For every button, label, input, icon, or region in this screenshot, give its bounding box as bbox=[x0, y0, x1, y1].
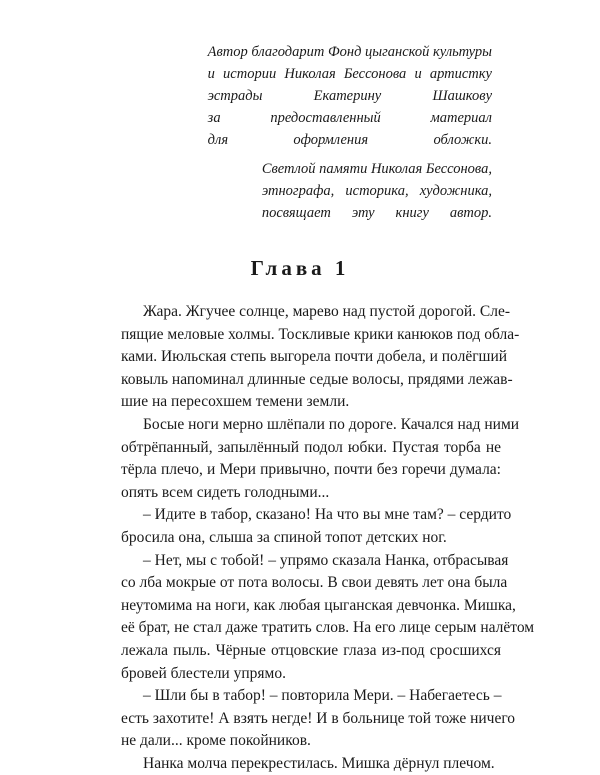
acknowledgment-line: и истории Николая Бессонова и артистку bbox=[207, 66, 492, 82]
acknowledgment-line: Автор благодарит Фонд цыганской культуры bbox=[207, 44, 492, 60]
acknowledgment-line: эстрады Екатерину Шашкову bbox=[207, 88, 492, 104]
text-line: опять всем сидеть голодными... bbox=[121, 483, 330, 501]
text-line: неутомима на ноги, как любая цыганская девчонка. Мишка, bbox=[121, 596, 516, 614]
text-line: её брат, не стал даже тратить слов. На его лице серым налётом bbox=[121, 619, 535, 637]
text-line: пящие меловые холмы. Тоскливые крики канюков под обла- bbox=[121, 325, 520, 343]
text-line: – Идите в табор, сказано! На что вы мне там? – сердито bbox=[143, 506, 512, 524]
dedication-line: этнографа, историка, художника, bbox=[261, 183, 492, 199]
chapter-title: Глава 1 bbox=[250, 256, 350, 280]
paragraph bbox=[121, 753, 501, 775]
text-line: ками. Июльская степь выгорела почти добела, и полёгший bbox=[121, 348, 508, 366]
dedication-line: Светлой памяти Николая Бессонова, bbox=[261, 161, 492, 177]
text-line: ковыль напоминал длинные седые волосы, прядями лежав- bbox=[121, 370, 513, 388]
paragraph bbox=[121, 550, 535, 686]
text-line: бросила она, слыша за спиной топот детских ног. bbox=[121, 528, 447, 546]
text-line: Босые ноги мерно шлёпали по дороге. Качался над ними bbox=[143, 415, 520, 433]
chapter-body bbox=[121, 301, 535, 775]
dedication-line: посвящает эту книгу автор. bbox=[261, 205, 492, 221]
text-line: со лба мокрые от пота волосы. В свои девять лет она была bbox=[121, 574, 508, 592]
text-line: шие на пересохшем темени земли. bbox=[121, 393, 350, 411]
text-line: тёрла плечо, и Мери привычно, почти без горечи думала: bbox=[121, 461, 501, 479]
paragraph bbox=[121, 414, 520, 504]
paragraph bbox=[121, 301, 520, 414]
acknowledgment-line: для оформления обложки. bbox=[207, 132, 492, 148]
text-line: обтрёпанный, запылённый подол юбки. Пустая торба не bbox=[121, 438, 501, 456]
acknowledgment-epigraph bbox=[208, 41, 492, 151]
text-line: Жара. Жгучее солнце, марево над пустой дорогой. Сле- bbox=[143, 303, 510, 320]
acknowledgment-line: за предоставленный материал bbox=[207, 110, 492, 126]
dedication-epigraph bbox=[262, 158, 492, 224]
text-line: Нанка молча перекрестилась. Мишка дёрнул плечом. bbox=[143, 754, 495, 772]
text-line: бровей блестели упрямо. bbox=[121, 664, 286, 682]
text-line: лежала пыль. Чёрные отцовские глаза из-под сросшихся bbox=[121, 641, 501, 659]
text-line: есть захотите! А взять негде! И в больнице той тоже ничего bbox=[121, 709, 516, 727]
paragraph bbox=[121, 504, 512, 549]
text-line: – Шли бы в табор! – повторила Мери. – Набегаетесь – bbox=[143, 687, 502, 705]
text-line: – Нет, мы с тобой! – упрямо сказала Нанка, отбрасывая bbox=[143, 551, 509, 569]
text-line: не дали... кроме покойников. bbox=[121, 732, 311, 750]
paragraph bbox=[121, 685, 516, 753]
